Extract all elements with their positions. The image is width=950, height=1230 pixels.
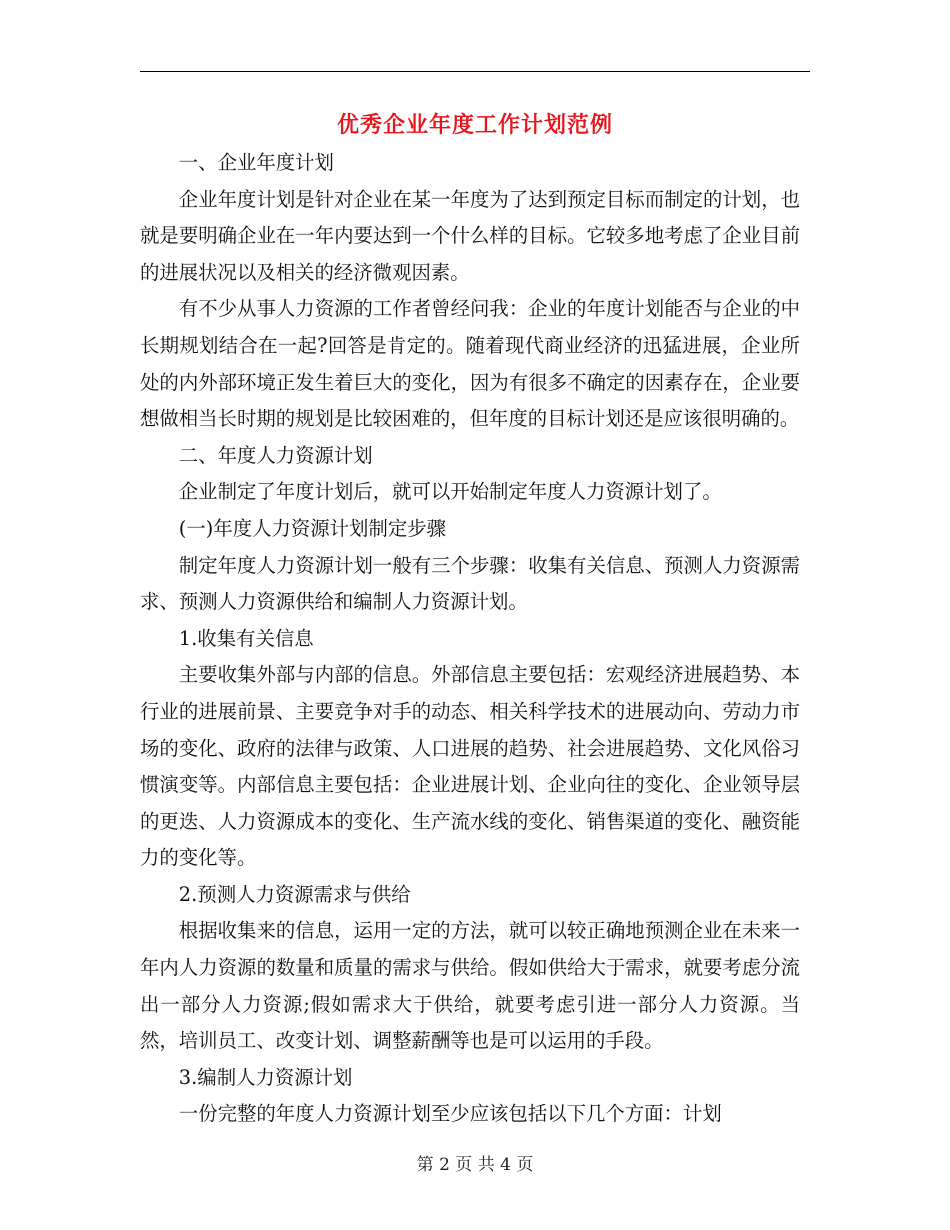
paragraph-7: 一份完整的年度人力资源计划至少应该包括以下几个方面：计划 bbox=[178, 1102, 722, 1126]
subsection-heading-1: (一)年度人力资源计划制定步骤 bbox=[178, 516, 447, 540]
paragraph-4: 制定年度人力资源计划一般有三个步骤：收集有关信息、预测人力资源需求、预测人力资源供给和编制人力资源计划。 bbox=[140, 553, 800, 614]
document-body bbox=[140, 145, 800, 1133]
step-heading-3: 3.编制人力资源计划 bbox=[178, 1065, 353, 1089]
document-title: 优秀企业年度工作计划范例 bbox=[336, 112, 613, 138]
step-heading-2: 2.预测人力资源需求与供给 bbox=[178, 882, 411, 906]
section-heading-1: 一、企业年度计划 bbox=[178, 151, 334, 174]
section-heading-2: 二、年度人力资源计划 bbox=[178, 443, 373, 467]
page-number: 第 2 页 共 4 页 bbox=[416, 1155, 534, 1175]
header-rule bbox=[140, 71, 810, 72]
step-heading-1: 1.收集有关信息 bbox=[178, 626, 314, 650]
paragraph-6: 根据收集来的信息，运用一定的方法，就可以较正确地预测企业在未来一年内人力资源的数量和质量的需求与供给。假如供给大于需求，就要考虑分流出一部分人力资源;假如需求大于供给，就要考虑引进一部分人力资源。当然，培训员工、改变计划、调整薪酬等也是可以运用的手段。 bbox=[140, 919, 800, 1053]
paragraph-5: 主要收集外部与内部的信息。外部信息主要包括：宏观经济进展趋势、本行业的进展前景、主要竞争对手的动态、相关科学技术的进展动向、劳动力市场的变化、政府的法律与政策、人口进展的趋势、社会进展趋势、文化风俗习惯演变等。内部信息主要包括：企业进展计划、企业向往的变化、企业领导层的更迭、人力资源成本的变化、生产流水线的变化、销售渠道的变化、融资能力的变化等。 bbox=[140, 663, 800, 870]
paragraph-1: 企业年度计划是针对企业在某一年度为了达到预定目标而制定的计划，也就是要明确企业在一年内要达到一个什么样的目标。它较多地考虑了企业目前的进展状况以及相关的经济微观因素。 bbox=[140, 187, 800, 284]
paragraph-2: 有不少从事人力资源的工作者曾经问我：企业的年度计划能否与企业的中长期规划结合在一起?回答是肯定的。随着现代商业经济的迅猛进展，企业所处的内外部环境正发生着巨大的变化，因为有很多不确定的因素存在，企业要想做相当长时期的规划是比较困难的，但年度的目标计划还是应该很明确的。 bbox=[140, 297, 800, 431]
paragraph-3: 企业制定了年度计划后，就可以开始制定年度人力资源计划了。 bbox=[178, 480, 722, 504]
